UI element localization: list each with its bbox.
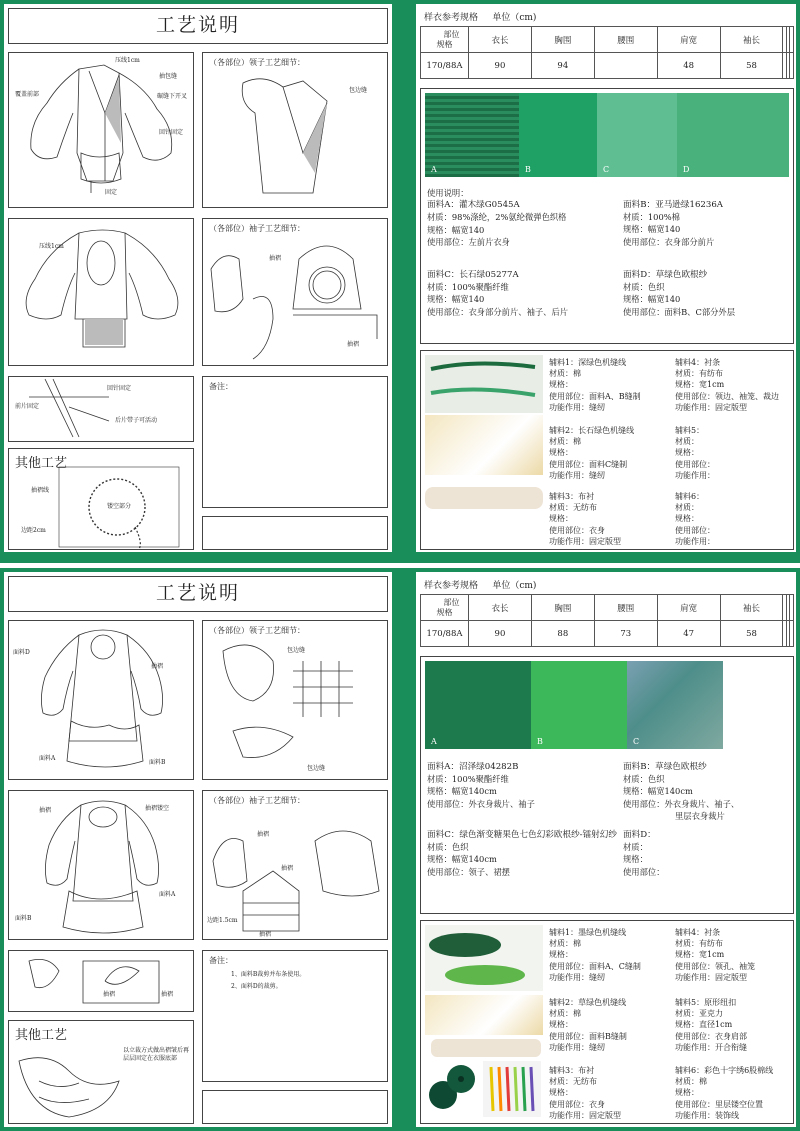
note-hollow: 镂空部分 [107,503,132,510]
acc-1-usage: 使用部位：面料A、B缝制 [549,391,641,401]
fabric-a-usage: 使用部位：左前片衣身 [427,236,510,247]
fabric-c-material: 材质：色织 [427,842,469,853]
front-view-drawing [8,52,194,208]
acc-3-function: 功能作用：固定版型 [549,536,621,546]
note-cover: 覆盖前部 [15,91,40,98]
size-cell: 170/88A [421,53,469,79]
note-fabric-a: 面料A [39,755,56,762]
note-topstitch: 压线1cm [115,57,140,64]
swatch-d-label: D [683,165,690,174]
note-strap-front: 前片固定 [15,403,40,410]
back-view-drawing [8,790,194,940]
acc-3-material: 材质：无纺布 [549,1077,597,1087]
val-waist [594,53,657,79]
swatch-a [425,661,531,749]
collar-sketch [203,621,389,781]
blank-box [202,1090,388,1124]
collar-caption: （各部位）领子工艺细节： [209,626,305,635]
acc-1-spec: 规格： [549,380,573,390]
fabric-b-material: 材质：100%棉 [623,212,680,223]
swatch-b [519,93,597,177]
jacket-back-sketch [9,219,195,367]
fabric-a-name: 面料A：灌木绿G0545A [427,200,520,211]
button-photo [425,1061,479,1115]
fabric-c-name: 面料C：长石绿05277A [427,270,519,280]
acc-5-spec: 规格： [675,448,699,458]
acc-4-usage: 使用部位：领孔、袖笼 [675,961,755,971]
fabric-box [420,88,794,344]
acc-4-spec: 规格：宽1cm [675,950,725,960]
collar-caption: （各部位）领子工艺细节： [209,58,305,67]
sleeve-detail-box [202,790,388,940]
spec-header: 样衣参考规格 单位（cm) [424,13,537,23]
note-sleeve-gather-2: 抽褶 [347,341,360,348]
notes-box [202,376,388,508]
acc-2-usage: 使用部位：面料C缝制 [549,459,628,469]
note-sleeve-gather-2: 抽褶 [281,865,294,872]
acc-3 [549,491,621,547]
note-strap-backtack: 回针固定 [107,385,132,392]
swatch-c-label: C [603,165,610,174]
button-image [425,1061,479,1115]
fabric-b-usage: 使用部位：外衣身裁片、袖子、 [623,798,740,809]
val-blank [790,621,794,647]
sleeve-caption: （各部位）袖子工艺细节： [209,224,305,233]
sleeve-sketch [203,219,389,367]
val-sleeve: 58 [720,621,783,647]
acc-6 [675,491,715,547]
note-back-topstitch: 压线1cm [39,243,64,250]
acc-1-material: 材质：棉 [549,369,581,379]
fabric-box [420,656,794,914]
swatch-a-label: A [431,737,437,746]
right-panel [416,572,796,1127]
acc-1-name: 辅料1：深绿色机缝线 [549,358,627,367]
acc-2-function: 功能作用：缝纫 [549,470,605,480]
tape-photo [425,487,543,509]
col-shoulder: 肩宽 [657,27,720,53]
fabric-c-usage: 使用部位：衣身部分前片、袖子、后片 [427,306,569,317]
val-waist: 73 [594,621,657,647]
swatch-d [677,93,789,177]
col-sleeve: 袖长 [720,595,783,621]
acc-6-usage: 使用部位： [675,525,715,535]
acc-3-material: 材质：无纺布 [549,503,597,513]
detail-sketch [9,951,195,1013]
acc-4 [675,357,779,413]
val-length: 90 [469,621,532,647]
fabric-d-desc [623,269,735,318]
note-line-2: 2、面料D的裁剪。 [231,983,282,990]
accessories-box [420,350,794,550]
fabric-b-usage-2: 里层衣身裁片 [675,810,725,821]
swatch-b [531,661,627,749]
col-chest: 胸围 [531,595,594,621]
strap-detail-box [8,950,194,1012]
acc-1-usage: 使用部位：面料A、C缝制 [549,961,641,971]
fabric-a-desc [427,187,566,248]
acc-2-function: 功能作用：缝纫 [549,1042,605,1052]
acc-5-usage: 使用部位：衣身肩部 [675,1031,747,1041]
val-chest: 88 [531,621,594,647]
fabric-a-material: 材质：100%聚酯纤维 [427,774,509,785]
strap-detail-box [8,376,194,442]
fabric-c-desc [427,269,568,318]
sleeve-detail-box [202,218,388,366]
note-sleeve-gather-3: 抽褶 [259,931,272,938]
spec-sheet-2 [0,568,800,1131]
fabric-c-material: 材质：100%聚酯纤维 [427,282,509,293]
swatch-a-label: A [431,165,437,174]
note-back-fabric-b: 面料B [15,915,32,922]
other-process-label: 其他工艺 [15,456,68,471]
fabric-a-spec: 规格：幅宽140 [427,224,485,235]
thread-image [425,355,543,413]
notes-box [202,950,388,1082]
acc-6-name: 辅料6：彩色十字绣6股棉线 [675,1066,774,1075]
fabric-c-spec: 规格：幅宽140 [427,294,485,305]
fabric-d-spec: 规格：幅宽140 [623,294,681,305]
note-collar-binding: 包边缝 [349,87,368,94]
note-fabric-b: 面料B [149,759,166,766]
col-chest: 胸围 [531,27,594,53]
acc-4-material: 材质：有纺布 [675,939,723,949]
acc-2 [549,425,634,481]
acc-1-function: 功能作用：缝纫 [549,402,605,412]
acc-2-name: 辅料2：草绿色机缝线 [549,998,627,1007]
fabric-a-material: 材质：98%涤纶，2%氨纶微弹色织格 [427,212,567,223]
thread-image [425,925,543,991]
acc-5 [675,997,747,1053]
fabric-a-usage: 使用部位：外衣身裁片、袖子 [427,798,535,809]
acc-3-function: 功能作用：固定版型 [549,1110,621,1120]
val-shoulder: 47 [657,621,720,647]
other-process-sketch [9,449,195,551]
notes-label: 备注： [209,956,233,965]
collar-detail-box [202,52,388,208]
acc-5-function: 功能作用： [675,470,715,480]
spec-table [420,594,794,647]
acc-3-spec: 规格： [549,1088,573,1098]
fabric-d-name: 面料D：草绿色欧根纱 [623,270,708,280]
dress-front-sketch [9,621,195,781]
fabric-c-desc [427,829,617,878]
note-sleeve-gather-1: 抽褶 [269,255,282,262]
acc-3 [549,1065,621,1121]
note-line-1: 1、面料B裁剪并布条使用。 [231,971,306,978]
note-gather-line: 抽褶线 [31,487,50,494]
interfacing-photo [425,995,543,1035]
thread-photo [425,925,543,991]
other-process-label: 其他工艺 [15,1028,68,1043]
col-blank [790,595,794,621]
spec-table [420,26,794,79]
embroidery-thread-image [483,1061,541,1117]
fabric-b-usage: 使用部位：衣身部分前片 [623,236,715,247]
back-view-drawing [8,218,194,366]
acc-1 [549,927,641,983]
note-collar-binding-2: 包边缝 [307,765,326,772]
col-shoulder: 肩宽 [657,595,720,621]
note-strap-back: 后片带子可活动 [115,417,158,424]
front-view-drawing [8,620,194,780]
acc-6-spec: 规格： [675,1088,699,1098]
fabric-desc-title: 使用说明： [427,188,469,198]
acc-5-material: 材质： [675,437,699,447]
thread-photo [425,355,543,413]
fabric-d-material: 材质：色织 [623,282,665,293]
note-detail-gather-2: 抽褶 [161,991,174,998]
size-cell: 170/88A [421,621,469,647]
fabric-d-desc [623,829,665,878]
note-sleeve-gather-1: 抽褶 [257,831,270,838]
acc-4-spec: 规格：宽1cm [675,380,725,390]
collar-detail-box [202,620,388,780]
acc-4-function: 功能作用：固定版型 [675,972,747,982]
accessories-box [420,920,794,1124]
val-shoulder: 48 [657,53,720,79]
left-panel [4,4,392,552]
tape-photo [431,1039,541,1057]
acc-2 [549,997,627,1053]
acc-6-function: 功能作用：装饰线 [675,1110,739,1120]
acc-4-usage: 使用部位：领边、袖笼、裁边 [675,391,779,401]
dress-back-sketch [9,791,195,941]
blank-box [202,516,388,550]
acc-1-spec: 规格： [549,950,573,960]
acc-3-name: 辅料3：布衬 [549,492,595,501]
acc-2-spec: 规格： [549,1020,573,1030]
spec-sheet-1 [0,0,800,563]
note-fix: 固定 [105,189,118,196]
swatch-c-label: C [633,737,640,746]
val-chest: 94 [531,53,594,79]
note-detail-gather-1: 抽褶 [103,991,116,998]
acc-2-usage: 使用部位：面料B缝制 [549,1031,627,1041]
acc-5-name: 辅料5： [675,426,705,435]
ruffle-sketch [9,1021,195,1125]
swatch-c [597,93,677,177]
fabric-d-material: 材质： [623,842,648,853]
acc-2-material: 材质：棉 [549,437,581,447]
note-backtack: 回针固定 [159,129,184,136]
acc-3-name: 辅料3：布衬 [549,1066,595,1075]
acc-1-material: 材质：棉 [549,939,581,949]
acc-4-material: 材质：有纺布 [675,369,723,379]
val-blank [790,53,794,79]
fabric-b-desc [623,199,723,248]
swatch-b-label: B [525,165,531,174]
col-waist: 腰围 [594,27,657,53]
acc-6-name: 辅料6： [675,492,705,501]
other-process-box [8,1020,194,1124]
note-slit: 碾缝下开叉 [157,93,188,100]
col-waist: 腰围 [594,595,657,621]
note-collar-binding-1: 包边缝 [287,647,306,654]
col-blank [790,27,794,53]
acc-4-name: 辅料4：衬条 [675,928,721,937]
interfacing-photo [425,415,543,475]
fabric-b-desc [623,761,739,822]
note-gather: 抽褶 [151,663,164,670]
spec-corner: 部位 规格 [421,595,469,621]
fabric-b-spec: 规格：幅宽140 [623,224,681,235]
fabric-a-spec: 规格：幅宽140cm [427,786,497,797]
note-back-hollow: 抽褶镂空 [145,805,170,812]
acc-4-function: 功能作用：固定版型 [675,402,747,412]
embroidery-thread-photo [483,1061,541,1117]
collar-sketch [203,53,389,209]
note-binding: 抽包缝 [159,73,178,80]
left-panel [4,572,392,1127]
acc-4-name: 辅料4：衬条 [675,358,721,367]
spec-header: 样衣参考规格 单位（cm) [424,581,537,591]
acc-5-name: 辅料5：原形纽扣 [675,998,737,1007]
acc-2-name: 辅料2：长石绿色机缝线 [549,426,635,435]
acc-3-usage: 使用部位：衣身 [549,1099,605,1109]
fabric-a-name: 面料A：沼泽绿04282B [427,762,519,772]
fabric-a-desc [427,761,535,810]
fabric-d-usage: 使用部位：面料B、C部分外层 [623,306,736,317]
page-title: 工艺说明 [8,576,388,612]
page-title: 工艺说明 [8,8,388,44]
acc-1-name: 辅料1：墨绿色机缝线 [549,928,627,937]
other-process-box [8,448,194,550]
note-margin: 边距2cm [21,527,46,534]
sleeve-caption: （各部位）袖子工艺细节： [209,796,305,805]
fabric-d-usage: 使用部位： [623,866,665,877]
note-sleeve-margin: 边距1.5cm [207,917,238,924]
acc-3-usage: 使用部位：衣身 [549,525,605,535]
swatch-c [627,661,723,749]
swatch-b-label: B [537,737,543,746]
fabric-b-name: 面料B：亚马逊绿16236A [623,200,724,210]
col-length: 衣长 [469,595,532,621]
acc-5-usage: 使用部位： [675,459,715,469]
spec-corner: 部位 规格 [421,27,469,53]
val-sleeve: 58 [720,53,783,79]
col-sleeve: 袖长 [720,27,783,53]
acc-2-spec: 规格： [549,448,573,458]
right-panel [416,4,796,552]
val-length: 90 [469,53,532,79]
acc-5-material: 材质：亚克力 [675,1009,723,1019]
note-fabric-d: 面料D [13,649,30,656]
acc-2-material: 材质：棉 [549,1009,581,1019]
acc-5-spec: 规格：直径1cm [675,1020,733,1030]
notes-label: 备注： [209,382,233,391]
note-ruffle: 以立裁方式做出褶皱后再层层固定在衣服底部 [123,1047,190,1062]
acc-6-material: 材质： [675,503,699,513]
fabric-d-spec: 规格： [623,854,648,865]
acc-1-function: 功能作用：缝纫 [549,972,605,982]
fabric-b-material: 材质：色织 [623,774,665,785]
acc-6-usage: 使用部位：里层镂空位置 [675,1099,763,1109]
fabric-c-name: 面料C：绿色渐变糖果色七色幻彩欧根纱-镭射幻纱 [427,830,617,840]
acc-6 [675,1065,773,1121]
acc-5 [675,425,715,481]
acc-6-material: 材质：棉 [675,1077,707,1087]
fabric-b-name: 面料B：草绿色欧根纱 [623,762,707,772]
acc-5-function: 功能作用：开合衔缝 [675,1042,747,1052]
note-back-fabric-a: 面料A [159,891,176,898]
acc-4 [675,927,755,983]
swatch-a [425,93,519,177]
fabric-d-name: 面料D： [623,830,656,840]
fabric-b-spec: 规格：幅宽140cm [623,786,693,797]
acc-6-spec: 规格： [675,514,699,524]
acc-6-function: 功能作用： [675,536,715,546]
note-back-gather: 抽褶 [39,807,52,814]
col-length: 衣长 [469,27,532,53]
fabric-c-usage: 使用部位：领子、裙摆 [427,866,510,877]
acc-3-spec: 规格： [549,514,573,524]
acc-1 [549,357,641,413]
fabric-c-spec: 规格：幅宽140cm [427,854,497,865]
